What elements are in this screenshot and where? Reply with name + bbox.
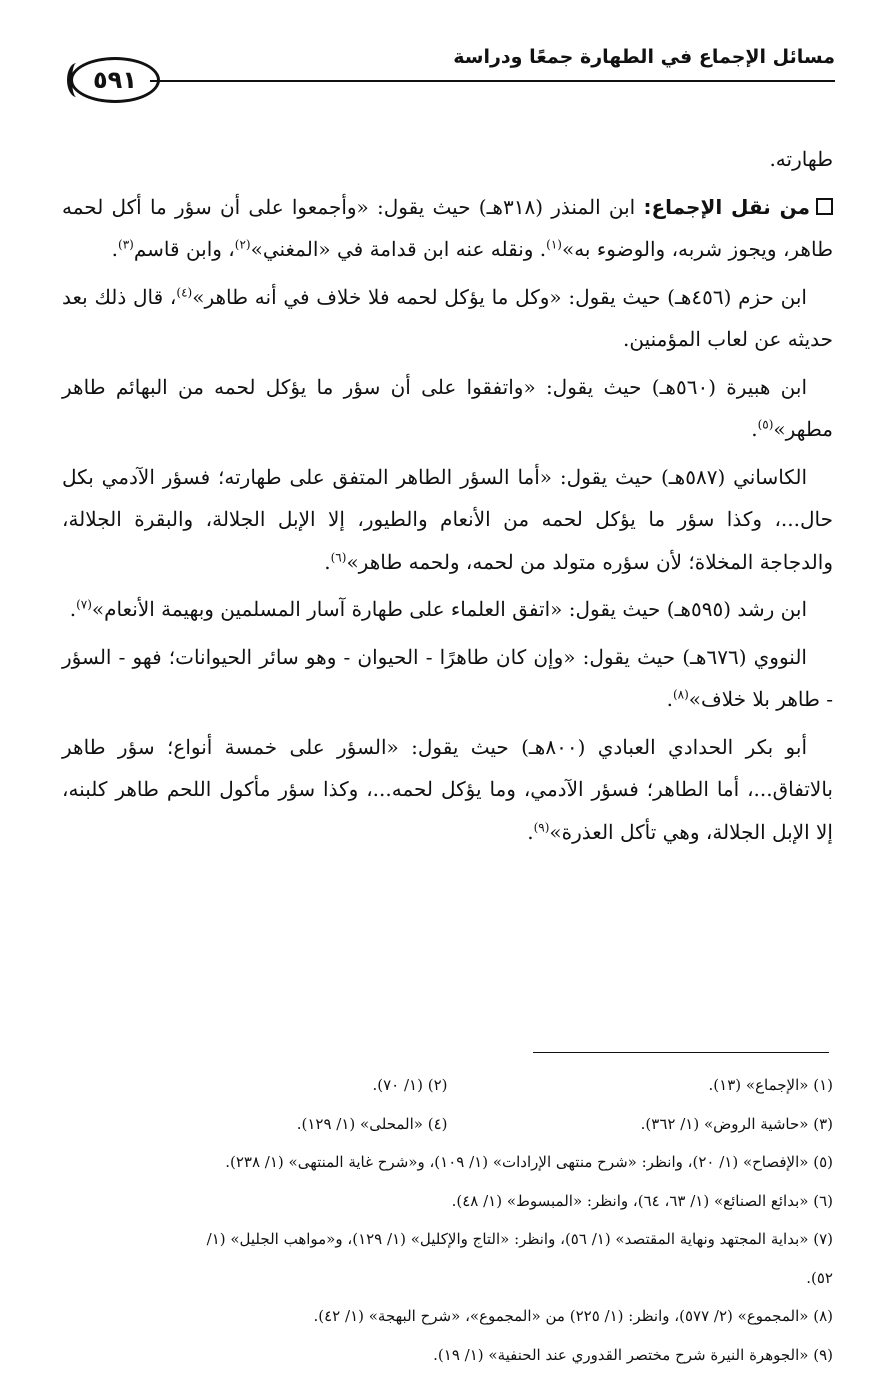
footnote-ref: (٩) xyxy=(533,819,550,834)
paragraph: ابن هبيرة (٥٦٠هـ) حيث يقول: «واتفقوا على أن سؤر ما يؤكل لحمه من البهائم طاهر مطهر»$^{(٥)}$. xyxy=(62,374,833,441)
footnote: (٣) «حاشية الروض» (١/ ٣٦٢). xyxy=(640,1114,833,1133)
square-bullet-icon xyxy=(816,198,833,215)
footnote: (٢) (١/ ٧٠). xyxy=(372,1076,448,1094)
paragraph: ابن حزم (٤٥٦هـ) حيث يقول: «وكل ما يؤكل لحمه فلا خلاف في أنه طاهر»$^{(٤)}$، قال ذلك بعد حديثه عن لعاب المؤمنين. xyxy=(62,284,833,351)
paragraph: طهارته. xyxy=(769,147,833,171)
footnote-pair xyxy=(62,1105,833,1144)
footnote: (٦) «بدائع الصنائع» (١/ ٦٣، ٦٤)، وانظر: «المبسوط» (١/ ٤٨). xyxy=(451,1191,833,1210)
footnote-ref: (٢) xyxy=(234,237,251,252)
page-number: ٥٩١ xyxy=(93,66,137,94)
paragraph: أبو بكر الحدادي العبادي (٨٠٠هـ) حيث يقول: «السؤر على خمسة أنواع؛ سؤر طاهر بالاتفاق...، أما الطاهر؛ فسؤر الآدمي، وما يؤكل لحمه...، وكذا سؤر مأكول اللحم طاهر كلبنه، إلا الإبل الجلالة، وهي تأكل العذرة»$^{(٩)}$. xyxy=(62,734,833,844)
paragraph: من نقل الإجماع: ابن المنذر (٣١٨هـ) حيث يقول: «وأجمعوا على أن سؤر ما أكل لحمه طاهر، ويجوز شربه، والوضوء به»$^{(١)}$. ونقله عنه ابن قدامة في «المغني»$^{(٢)}$، وابن قاسم$^{(٣)}$. xyxy=(62,194,833,261)
section-heading: من نقل الإجماع: xyxy=(643,194,810,219)
footnote: (١) «الإجماع» (١٣). xyxy=(708,1076,833,1094)
footnotes xyxy=(62,1066,833,1374)
paragraph: ابن رشد (٥٩٥هـ) حيث يقول: «اتفق العلماء على طهارة آسار المسلمين وبهيمة الأنعام»$^{(٧)}$. xyxy=(69,597,807,621)
footnote: (٥) «الإفصاح» (١/ ٢٠)، وانظر: «شرح منتهى الإرادات» (١/ ١٠٩)، و«شرح غاية المنتهى» (١/ ٢٣٨). xyxy=(225,1153,833,1171)
footnote-ref: (٨) xyxy=(672,687,689,702)
footnote: (٨) «المجموع» (٢/ ٥٧٧)، وانظر: (١/ ٢٢٥) من «المجموع»، «شرح البهجة» (١/ ٤٢). xyxy=(313,1307,833,1325)
header-rule xyxy=(150,80,835,82)
footnote-ref: (٧) xyxy=(76,597,92,612)
footnote: (٧) «بداية المجتهد ونهاية المقتصد» (١/ ٥٦)، وانظر: «التاج والإكليل» (١/ ١٢٩)، و«مواهب الجليل» (١/ xyxy=(206,1230,833,1248)
footnote: (٩) «الجوهرة النيرة شرح مختصر القدوري عند الحنفية» (١/ ١٩). xyxy=(433,1345,833,1364)
footnote: (٤) «المحلى» (١/ ١٢٩). xyxy=(296,1114,448,1133)
footnote-pair xyxy=(62,1066,833,1105)
main-text xyxy=(62,138,833,858)
running-header-title: مسائل الإجماع في الطهارة جمعًا ودراسة xyxy=(453,46,835,68)
page-number-badge xyxy=(70,57,160,103)
footnote-ref: (١) xyxy=(546,237,562,252)
footnote-ref: (٣) xyxy=(118,237,134,252)
paragraph: الكاساني (٥٨٧هـ) حيث يقول: «أما السؤر الطاهر المتفق على طهارته؛ فسؤر الآدمي بكل حال...، وكذا سؤر ما يؤكل لحمه من الأنعام والطيور، إلا الإبل الجلالة، والبقرة الجلالة، والدجاجة المخلاة؛ لأن سؤره متولد من لحمه، ولحمه طاهر»$^{(٦)}$. xyxy=(62,464,833,574)
paragraph: النووي (٦٧٦هـ) حيث يقول: «وإن كان طاهرًا - الحيوان - وهو سائر الحيوانات؛ فهو - السؤر - طاهر بلا خلاف»$^{(٨)}$. xyxy=(62,644,833,711)
footnote-ref: (٥) xyxy=(757,417,774,432)
footnote-ref: (٤) xyxy=(176,284,193,299)
footnote-separator xyxy=(533,1052,829,1053)
footnote-ref: (٦) xyxy=(330,549,347,564)
footnote-continuation: ٥٢). xyxy=(806,1268,833,1287)
